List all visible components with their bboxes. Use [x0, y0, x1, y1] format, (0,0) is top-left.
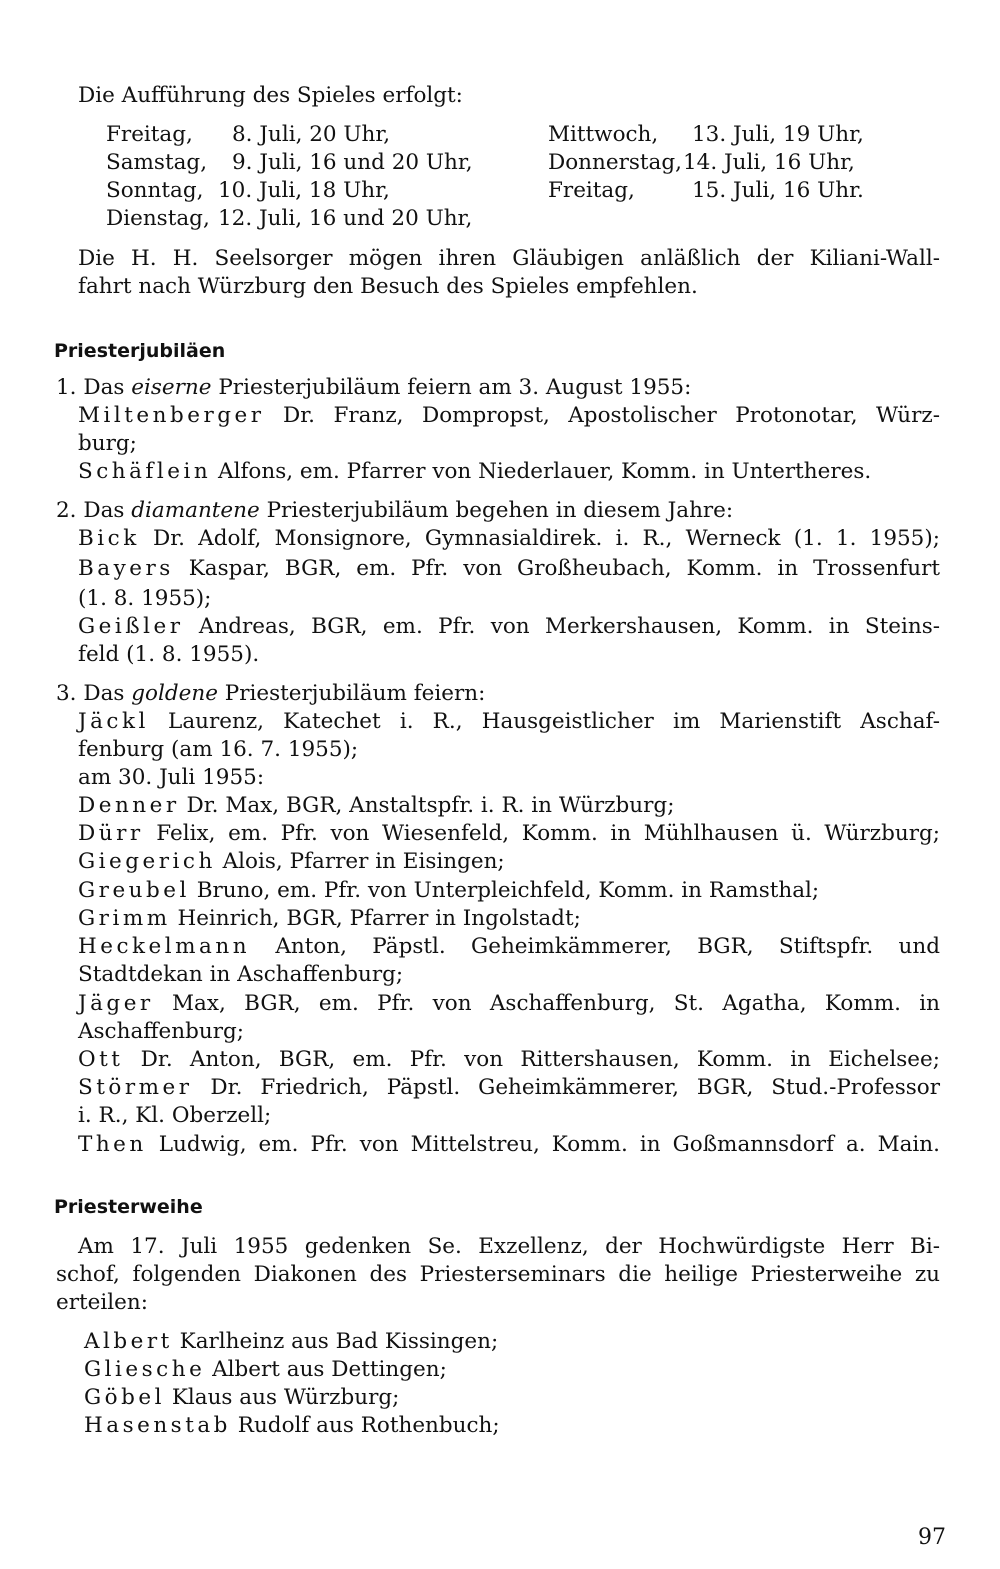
schedule-date: 8. Juli, 20 Uhr, [232, 122, 391, 147]
list-item: Greubel Bruno, em. Pfr. von Unterpleichfeld, Komm. in Ramsthal; [78, 878, 820, 903]
list-item: Geißler Andreas, BGR, em. Pfr. von Merkershausen, Komm. in Steins- [78, 614, 940, 639]
list-item: Göbel Klaus aus Würzburg; [84, 1385, 400, 1410]
schedule-day: Samstag, [106, 150, 208, 175]
list-item-cont: feld (1. 8. 1955). [78, 642, 260, 667]
list-item: Ott Dr. Anton, BGR, em. Pfr. von Rittershausen, Komm. in Eichelsee; [78, 1047, 940, 1072]
list-item-cont: fenburg (am 16. 7. 1955); [78, 737, 359, 762]
intro-line: Die Aufführung des Spieles erfolgt: [78, 83, 463, 108]
list-item: Bick Dr. Adolf, Monsignore, Gymnasialdirek. i. R., Werneck (1. 1. 1955); [78, 526, 940, 551]
section-heading: Priesterweihe [54, 1196, 203, 1218]
list-item-cont: i. R., Kl. Oberzell; [78, 1103, 272, 1128]
list-item-heading: 1. Das eiserne Priesterjubiläum feiern am 3. August 1955: [56, 375, 692, 400]
list-item: Jäckl Laurenz, Katechet i. R., Hausgeistlicher im Marienstift Aschaf- [78, 709, 940, 734]
schedule-date: 9. Juli, 16 und 20 Uhr, [232, 150, 473, 175]
schedule-day: Donnerstag, [548, 150, 682, 175]
list-item: Denner Dr. Max, BGR, Anstaltspfr. i. R. in Würzburg; [78, 793, 675, 818]
schedule-day: Freitag, [106, 122, 193, 147]
list-item-cont: Aschaffenburg; [78, 1019, 245, 1044]
recommend-line: Die H. H. Seelsorger mögen ihren Gläubigen anläßlich der Kiliani-Wall- [78, 246, 940, 271]
schedule-day: Sonntag, [106, 178, 204, 203]
paragraph-line: schof, folgenden Diakonen des Priesterseminars die heilige Priesterweihe zu [56, 1262, 940, 1287]
list-item-cont: Stadtdekan in Aschaffenburg; [78, 962, 404, 987]
list-item: Then Ludwig, em. Pfr. von Mittelstreu, Komm. in Goßmannsdorf a. Main. [78, 1132, 940, 1157]
list-item: Gliesche Albert aus Dettingen; [84, 1357, 447, 1382]
list-item: Giegerich Alois, Pfarrer in Eisingen; [78, 849, 505, 874]
list-item: Albert Karlheinz aus Bad Kissingen; [84, 1329, 499, 1354]
list-item-cont: burg; [78, 431, 137, 456]
list-item-heading: 3. Das goldene Priesterjubiläum feiern: [56, 681, 486, 706]
schedule-date: 15. Juli, 16 Uhr. [692, 178, 864, 203]
schedule-day: Mittwoch, [548, 122, 659, 147]
section-heading: Priesterjubiläen [54, 340, 226, 362]
schedule-date: 13. Juli, 19 Uhr, [692, 122, 864, 147]
list-item: Miltenberger Dr. Franz, Dompropst, Apostolischer Protonotar, Würz- [78, 403, 940, 428]
schedule-date: 10. Juli, 18 Uhr, [218, 178, 390, 203]
schedule-day: Dienstag, [106, 206, 210, 231]
schedule-date: 14. Juli, 16 Uhr, [683, 150, 855, 175]
recommend-line: fahrt nach Würzburg den Besuch des Spieles empfehlen. [78, 274, 698, 299]
paragraph-line: erteilen: [56, 1290, 148, 1315]
page-number: 97 [918, 1525, 946, 1550]
paragraph-line: Am 17. Juli 1955 gedenken Se. Exzellenz, der Hochwürdigste Herr Bi- [78, 1234, 940, 1259]
date-line: am 30. Juli 1955: [78, 765, 265, 790]
list-item: Schäflein Alfons, em. Pfarrer von Niederlauer, Komm. in Untertheres. [78, 459, 872, 484]
list-item-cont: (1. 8. 1955); [78, 586, 212, 611]
list-item-heading: 2. Das diamantene Priesterjubiläum begehen in diesem Jahre: [56, 498, 734, 523]
list-item: Grimm Heinrich, BGR, Pfarrer in Ingolstadt; [78, 906, 581, 931]
list-item: Heckelmann Anton, Päpstl. Geheimkämmerer, BGR, Stiftspfr. und [78, 934, 940, 959]
schedule-day: Freitag, [548, 178, 635, 203]
list-item: Hasenstab Rudolf aus Rothenbuch; [84, 1413, 500, 1438]
list-item: Dürr Felix, em. Pfr. von Wiesenfeld, Komm. in Mühlhausen ü. Würzburg; [78, 821, 940, 846]
list-item: Bayers Kaspar, BGR, em. Pfr. von Großheubach, Komm. in Trossenfurt [78, 556, 940, 581]
list-item: Störmer Dr. Friedrich, Päpstl. Geheimkämmerer, BGR, Stud.-Professor [78, 1075, 940, 1100]
schedule-date: 12. Juli, 16 und 20 Uhr, [218, 206, 473, 231]
list-item: Jäger Max, BGR, em. Pfr. von Aschaffenburg, St. Agatha, Komm. in [78, 991, 940, 1016]
